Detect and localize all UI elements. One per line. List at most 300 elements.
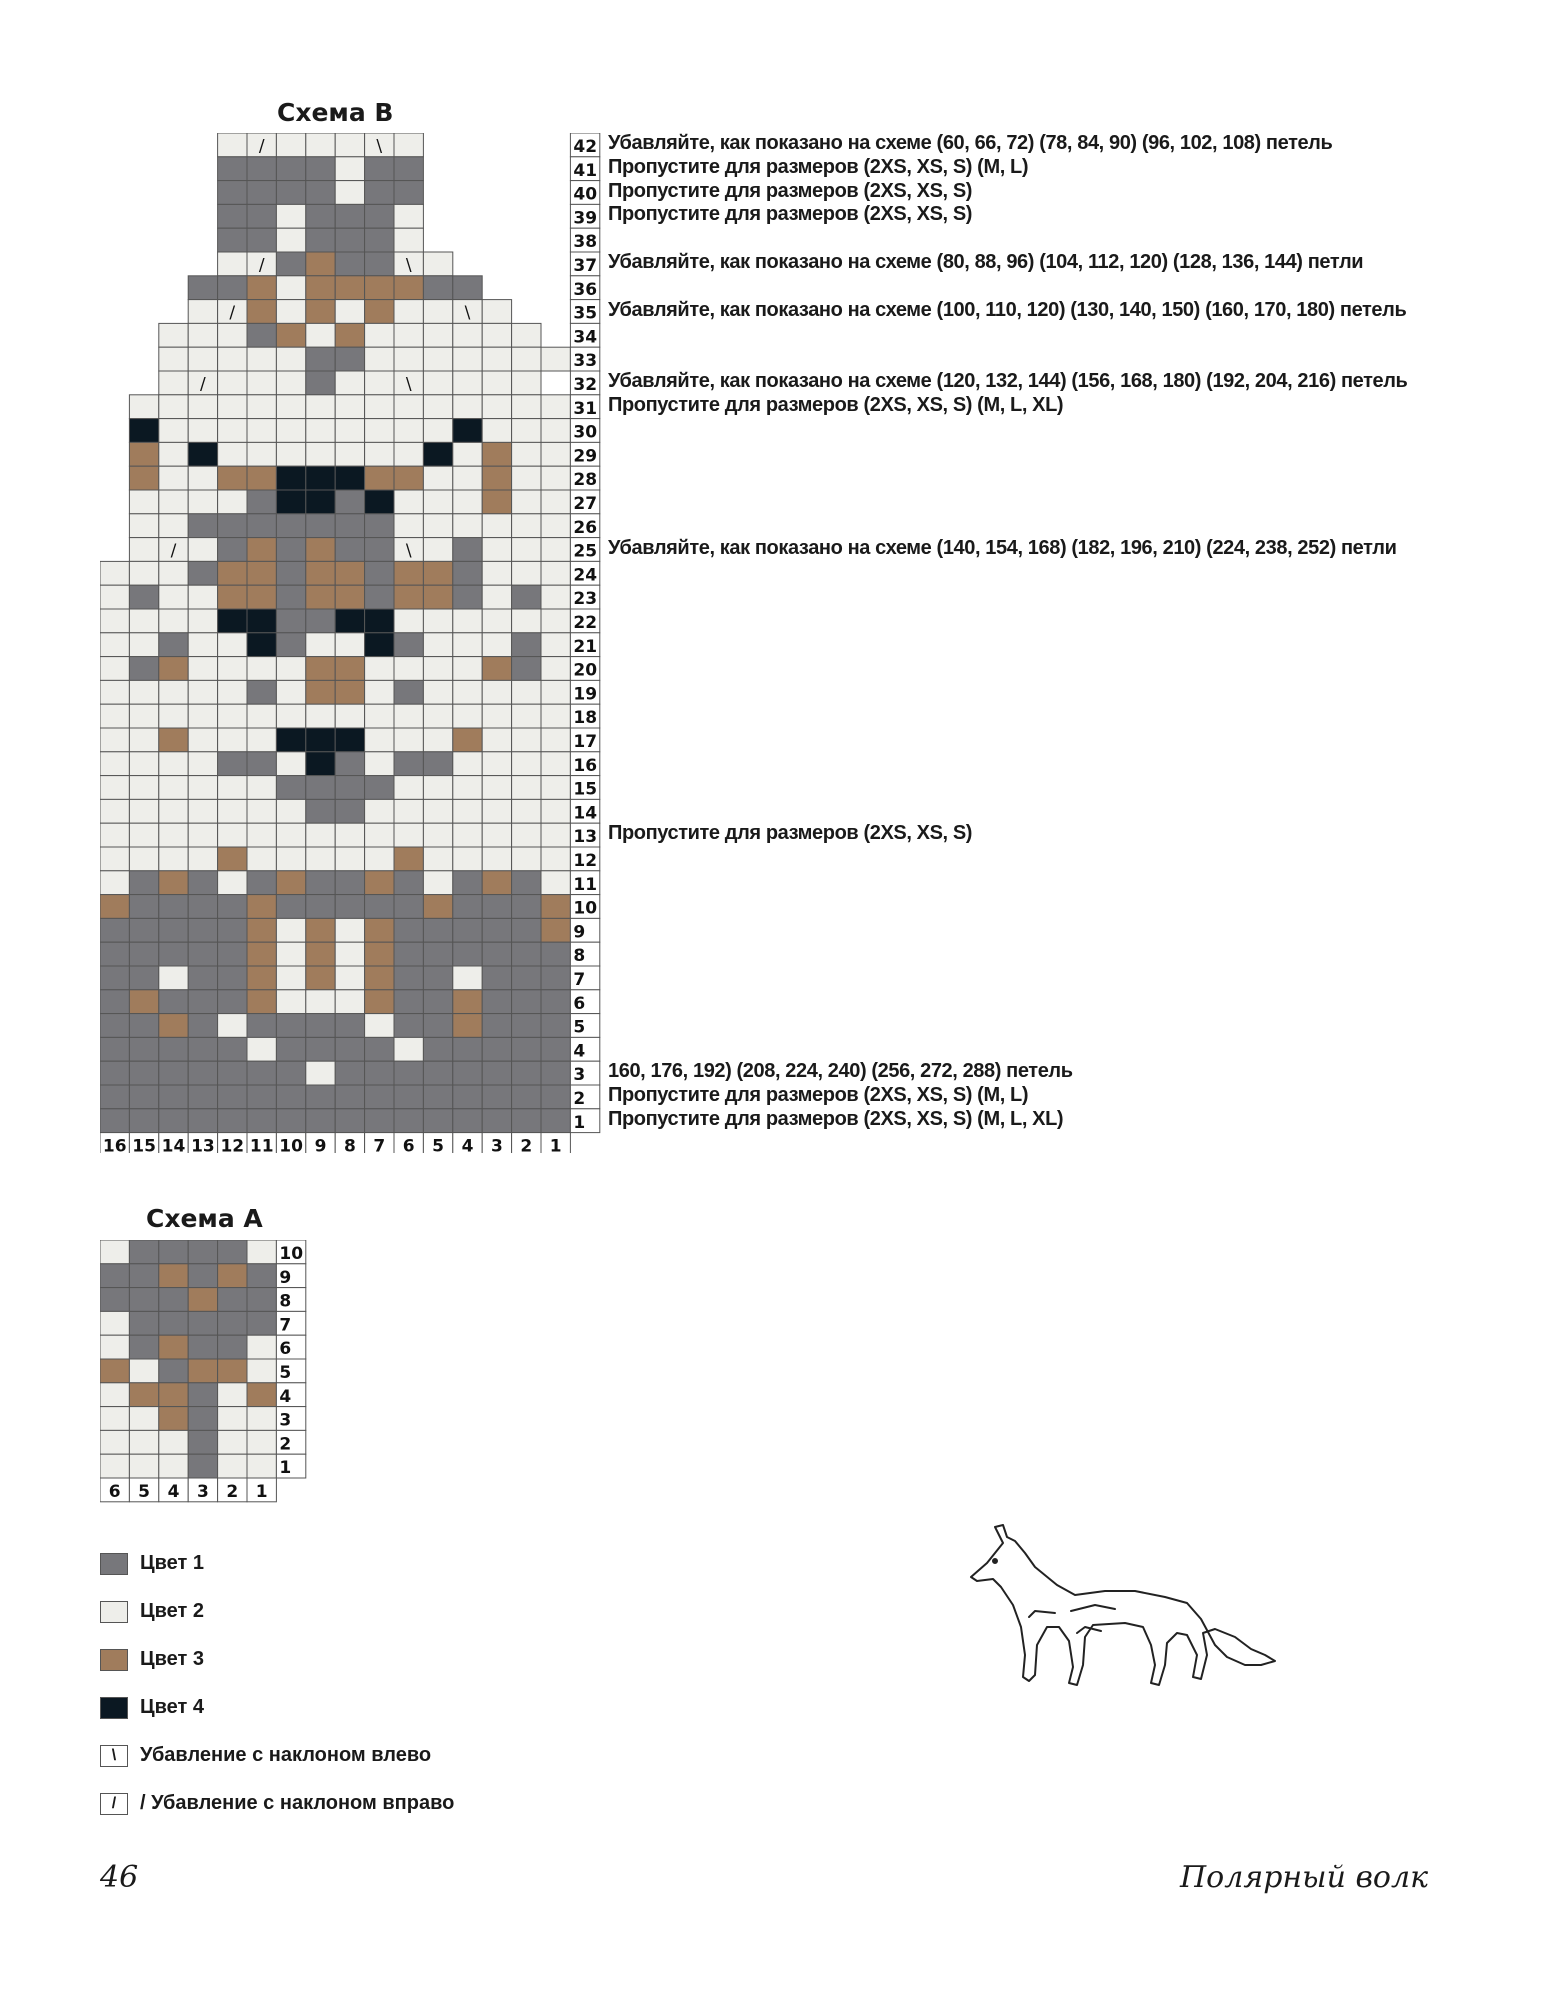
chart-a-cell: [129, 1430, 158, 1454]
chart-b-cell: [423, 1061, 452, 1085]
chart-b-cell: [247, 1061, 276, 1085]
chart-b-cell: [129, 752, 158, 776]
chart-b-cell: [335, 1085, 364, 1109]
chart-b-cell: [159, 514, 188, 538]
chart-b-cell: [482, 680, 511, 704]
chart-b-cell: [306, 680, 335, 704]
chart-b-cell: [129, 538, 158, 562]
legend-label: Цвет 1: [140, 1552, 204, 1574]
chart-b-cell: [512, 799, 541, 823]
chart-b-cell: [306, 181, 335, 205]
chart-b-cell: [306, 585, 335, 609]
chart-b-cell: [453, 752, 482, 776]
chart-b-cell: [188, 419, 217, 443]
chart-b-cell: [453, 633, 482, 657]
decrease-right-symbol: /: [258, 255, 265, 276]
chart-b-cell: [335, 823, 364, 847]
decrease-left-symbol: \: [376, 136, 383, 157]
chart-b-cell: [335, 561, 364, 585]
chart-b-cell: [247, 561, 276, 585]
chart-b-cell: [218, 918, 247, 942]
chart-b-cell: [247, 966, 276, 990]
chart-b-cell: [512, 633, 541, 657]
chart-b-cell: [276, 704, 305, 728]
chart-b-cell: [188, 300, 217, 324]
chart-b-cell: [247, 323, 276, 347]
chart-a-cell: [247, 1359, 276, 1383]
chart-b-cell: [188, 942, 217, 966]
chart-b-cell: [188, 847, 217, 871]
chart-b-cell: [188, 752, 217, 776]
chart-b-cell: [394, 181, 423, 205]
chart-b-cell: [306, 538, 335, 562]
chart-b-cell: [512, 1014, 541, 1038]
chart-b-cell: [159, 633, 188, 657]
decrease-right-symbol: /: [200, 374, 206, 395]
chart-b-cell: [482, 490, 511, 514]
chart-b-cell: [482, 918, 511, 942]
chart-b-cell: [512, 323, 541, 347]
chart-b-cell: [129, 609, 158, 633]
chart-b-cell: [423, 347, 452, 371]
chart-b-cell: [453, 966, 482, 990]
chart-b-cell: [394, 966, 423, 990]
chart-b-cell: [159, 490, 188, 514]
chart-b-cell: [482, 871, 511, 895]
chart-b-cell: [512, 895, 541, 919]
chart-b-cell: [423, 966, 452, 990]
chart-b-cell: [159, 347, 188, 371]
chart-b-row-note: Пропустите для размеров (2XS, XS, S): [608, 179, 973, 202]
chart-b-cell: [247, 1085, 276, 1109]
chart-b-cell: [218, 561, 247, 585]
chart-b-cell: [482, 1061, 511, 1085]
legend-label: Убавление с наклоном влево: [140, 1744, 432, 1766]
chart-b-cell: [247, 823, 276, 847]
chart-b-cell: [335, 538, 364, 562]
chart-b-cell: [276, 181, 305, 205]
chart-b-cell: [306, 728, 335, 752]
chart-b-column-number: 1: [549, 1136, 562, 1153]
chart-b-cell: [306, 561, 335, 585]
chart-b-cell: [335, 680, 364, 704]
chart-b-cell: [306, 847, 335, 871]
chart-b-cell: [306, 395, 335, 419]
chart-b-cell: [159, 799, 188, 823]
chart-a-column-number: 6: [108, 1482, 121, 1503]
chart-b-cell: [218, 657, 247, 681]
chart-b-cell: [541, 799, 570, 823]
chart-b-cell: [276, 371, 305, 395]
legend-item: [100, 1648, 454, 1671]
chart-b-cell: [188, 728, 217, 752]
chart-b-row-number: 40: [573, 184, 598, 205]
chart-b-cell: [306, 657, 335, 681]
chart-b-cell: [218, 1037, 247, 1061]
chart-b-cell: [482, 1109, 511, 1133]
chart-b-cell: [276, 680, 305, 704]
chart-b-cell: [159, 966, 188, 990]
chart-b-cell: [188, 918, 217, 942]
chart-b-cell: [365, 323, 394, 347]
chart-a-cell: [247, 1454, 276, 1478]
chart-b-cell: [100, 633, 129, 657]
chart-b-cell: [129, 585, 158, 609]
chart-b-cell: [247, 871, 276, 895]
chart-b-cell: [394, 442, 423, 466]
chart-b-cell: [423, 466, 452, 490]
chart-b-cell: [512, 1085, 541, 1109]
chart-b-cell: [423, 585, 452, 609]
chart-b-cell: [306, 1061, 335, 1085]
legend-swatch: [100, 1649, 128, 1671]
chart-b-cell: [306, 490, 335, 514]
chart-b-cell: [365, 228, 394, 252]
chart-b-cell: [423, 680, 452, 704]
chart-b-cell: [365, 514, 394, 538]
chart-b-cell: [306, 252, 335, 276]
chart-b-cell: [365, 561, 394, 585]
chart-b-cell: [394, 871, 423, 895]
chart-b-cell: [247, 728, 276, 752]
chart-b-cell: [541, 823, 570, 847]
chart-b-cell: [365, 466, 394, 490]
chart-b-cell: [159, 918, 188, 942]
chart-b-cell: [423, 371, 452, 395]
chart-b-column-number: 4: [461, 1136, 474, 1153]
chart-b-cell: [188, 799, 217, 823]
chart-b-cell: [276, 300, 305, 324]
chart-b-row-number: 11: [573, 874, 598, 895]
chart-b-cell: [159, 823, 188, 847]
chart-b-cell: [218, 704, 247, 728]
chart-b-cell: [188, 585, 217, 609]
chart-b-cell: [218, 276, 247, 300]
chart-b-cell: [453, 942, 482, 966]
chart-b-cell: [335, 895, 364, 919]
chart-b-cell: [276, 252, 305, 276]
decrease-left-symbol: \: [405, 541, 412, 562]
chart-b-cell: [335, 1061, 364, 1085]
chart-b-cell: [365, 490, 394, 514]
legend-item: [100, 1744, 454, 1767]
chart-a-column-number: 4: [167, 1482, 180, 1503]
chart-b-cell: [276, 1109, 305, 1133]
chart-b-cell: [276, 1037, 305, 1061]
chart-b-cell: [423, 1085, 452, 1109]
chart-b-cell: [100, 1014, 129, 1038]
chart-b-cell: [306, 752, 335, 776]
chart-a-title: Схема A: [146, 1204, 263, 1233]
chart-b-cell: [541, 847, 570, 871]
chart-b-cell: [453, 466, 482, 490]
chart-a-column-number: 3: [196, 1482, 209, 1503]
chart-b-cell: [218, 442, 247, 466]
chart-b-cell: [306, 704, 335, 728]
chart-b-row-number: 13: [573, 827, 598, 848]
chart-b-cell: [188, 347, 217, 371]
chart-b-cell: [335, 918, 364, 942]
chart-b-column-number: 3: [490, 1136, 503, 1153]
chart-b-cell: [512, 871, 541, 895]
chart-b-cell: [188, 466, 217, 490]
chart-b-cell: [482, 895, 511, 919]
chart-b-row-number: 14: [573, 803, 598, 824]
chart-b-cell: [247, 419, 276, 443]
chart-b-cell: [394, 300, 423, 324]
chart-b-cell: [453, 823, 482, 847]
chart-b-cell: [335, 228, 364, 252]
chart-b-cell: [159, 847, 188, 871]
chart-b-cell: [453, 585, 482, 609]
chart-b-cell: [541, 1014, 570, 1038]
chart-b-cell: [541, 871, 570, 895]
chart-b-cell: [423, 799, 452, 823]
chart-b-cell: [218, 847, 247, 871]
chart-b-cell: [423, 633, 452, 657]
chart-b-cell: [482, 442, 511, 466]
chart-b-cell: [306, 609, 335, 633]
chart-b-cell: [276, 633, 305, 657]
chart-b-cell: [276, 657, 305, 681]
chart-a-column-number: 2: [226, 1482, 239, 1503]
chart-a-row-number: 7: [279, 1315, 292, 1336]
chart-b-cell: [365, 1061, 394, 1085]
legend-label: Цвет 2: [140, 1600, 204, 1622]
chart-b-cell: [423, 704, 452, 728]
decrease-left-symbol: \: [405, 255, 412, 276]
chart-b-cell: [423, 300, 452, 324]
chart-b-cell: [512, 728, 541, 752]
chart-b-cell: [100, 942, 129, 966]
chart-b-cell: [423, 490, 452, 514]
chart-b-cell: [100, 1085, 129, 1109]
chart-b-cell: [394, 799, 423, 823]
chart-b-cell: [100, 561, 129, 585]
chart-a-row-number: 6: [279, 1339, 292, 1360]
chart-b-cell: [129, 395, 158, 419]
chart-b-cell: [365, 918, 394, 942]
chart-b-cell: [482, 514, 511, 538]
chart-b-cell: [482, 466, 511, 490]
chart-b-cell: [100, 918, 129, 942]
chart-b-cell: [129, 1061, 158, 1085]
chart-b-cell: [188, 514, 217, 538]
chart-b-cell: [247, 204, 276, 228]
chart-b-cell: [541, 657, 570, 681]
chart-b-cell: [453, 1037, 482, 1061]
chart-a-cell: [218, 1311, 247, 1335]
chart-b-cell: [218, 823, 247, 847]
chart-a-cell: [100, 1240, 129, 1264]
decrease-left-symbol: \: [405, 374, 412, 395]
chart-b-column-number: 16: [102, 1136, 127, 1153]
chart-b-cell: [482, 990, 511, 1014]
chart-b-cell: [188, 442, 217, 466]
chart-b-row-number: 28: [573, 470, 598, 491]
chart-b-cell: [129, 704, 158, 728]
chart-b-cell: [188, 1085, 217, 1109]
chart-b-cell: [423, 990, 452, 1014]
chart-b-cell: [218, 157, 247, 181]
chart-b-row-note: Пропустите для размеров (2XS, XS, S) (M, L): [608, 1084, 1029, 1106]
chart-a-cell: [188, 1288, 217, 1312]
chart-b-cell: [276, 347, 305, 371]
chart-b-cell: [218, 799, 247, 823]
chart-b-cell: [394, 1014, 423, 1038]
chart-b-cell: [365, 942, 394, 966]
chart-b-cell: [512, 823, 541, 847]
chart-a-cell: [218, 1264, 247, 1288]
chart-b-cell: [512, 1109, 541, 1133]
chart-b-cell: [335, 157, 364, 181]
chart-b-row-note: Пропустите для размеров (2XS, XS, S): [608, 203, 973, 226]
chart-b-cell: [394, 752, 423, 776]
chart-b-cell: [365, 799, 394, 823]
chart-a-grid: [100, 1240, 320, 1510]
chart-b-cell: [100, 871, 129, 895]
chart-b-cell: [335, 752, 364, 776]
chart-b-cell: [129, 514, 158, 538]
chart-b-cell: [423, 1037, 452, 1061]
chart-b-cell: [129, 871, 158, 895]
chart-b-cell: [365, 847, 394, 871]
chart-a-cell: [159, 1311, 188, 1335]
chart-b-cell: [276, 1085, 305, 1109]
chart-b-cell: [335, 776, 364, 800]
legend-item: [100, 1792, 454, 1815]
chart-b-cell: [188, 1014, 217, 1038]
chart-b-cell: [541, 918, 570, 942]
chart-b-cell: [247, 776, 276, 800]
chart-b-cell: [306, 1085, 335, 1109]
legend-label: / Убавление с наклоном вправо: [140, 1792, 455, 1814]
chart-b-cell: [541, 585, 570, 609]
chart-b-cell: [129, 728, 158, 752]
chart-b-cell: [306, 1014, 335, 1038]
chart-b-cell: [512, 419, 541, 443]
chart-b-row-number: 21: [573, 636, 598, 657]
chart-b-row-number: 31: [573, 398, 598, 419]
chart-b-column-number: 13: [191, 1136, 215, 1153]
chart-b-cell: [159, 1014, 188, 1038]
chart-b-cell: [541, 1037, 570, 1061]
chart-b-cell: [482, 776, 511, 800]
chart-b-cell: [453, 371, 482, 395]
chart-b-cell: [247, 704, 276, 728]
chart-b-cell: [512, 609, 541, 633]
chart-b-cell: [365, 585, 394, 609]
chart-b-cell: [188, 776, 217, 800]
chart-b-cell: [365, 347, 394, 371]
chart-b-cell: [453, 728, 482, 752]
chart-b-cell: [365, 704, 394, 728]
chart-b-row-note: 160, 176, 192) (208, 224, 240) (256, 272, 288) петель: [608, 1060, 1073, 1083]
chart-b-cell: [218, 347, 247, 371]
chart-b-cell: [306, 1109, 335, 1133]
chart-b-cell: [394, 419, 423, 443]
chart-b-row-note: Пропустите для размеров (2XS, XS, S) (M, L, XL): [608, 393, 1064, 416]
chart-b-cell: [276, 871, 305, 895]
chart-a-row-number: 8: [279, 1291, 292, 1312]
chart-b-cell: [218, 633, 247, 657]
chart-b-cell: [276, 323, 305, 347]
legend-item: [100, 1552, 454, 1575]
chart-b-cell: [218, 895, 247, 919]
chart-a-cell: [218, 1288, 247, 1312]
chart-b-cell: [218, 871, 247, 895]
chart-b-row-number: 19: [573, 684, 598, 705]
chart-b-row-number: 4: [573, 1041, 586, 1062]
chart-a-row-number: 9: [279, 1267, 292, 1288]
chart-b-cell: [453, 323, 482, 347]
chart-b-cell: [247, 157, 276, 181]
chart-b-cell: [100, 990, 129, 1014]
chart-b-cell: [129, 561, 158, 585]
chart-b-cell: [335, 347, 364, 371]
chart-b-cell: [453, 276, 482, 300]
chart-b-column-number: 6: [402, 1136, 415, 1153]
chart-b-cell: [129, 895, 158, 919]
chart-b-cell: [482, 657, 511, 681]
chart-b-row-number: 8: [573, 946, 586, 967]
chart-a-cell: [159, 1430, 188, 1454]
chart-b-cell: [541, 704, 570, 728]
chart-b-cell: [247, 300, 276, 324]
chart-b-cell: [335, 133, 364, 157]
chart-b-row-number: 15: [573, 779, 598, 800]
chart-b-cell: [247, 680, 276, 704]
chart-a-row-number: 10: [279, 1244, 304, 1265]
chart-b-row-number: 30: [573, 422, 598, 443]
chart-b-row-number: 33: [573, 351, 598, 372]
chart-b-row-number: 37: [573, 256, 598, 277]
chart-b-cell: [423, 942, 452, 966]
chart-b-cell: [453, 776, 482, 800]
chart-b-cell: [100, 704, 129, 728]
chart-b-cell: [541, 466, 570, 490]
chart-b-cell: [188, 704, 217, 728]
chart-b-cell: [276, 585, 305, 609]
chart-b-cell: [188, 657, 217, 681]
chart-b-cell: [365, 442, 394, 466]
chart-a-cell: [159, 1359, 188, 1383]
chart-b-cell: [276, 228, 305, 252]
chart-b-cell: [306, 466, 335, 490]
chart-a-cell: [159, 1240, 188, 1264]
chart-a-cell: [218, 1240, 247, 1264]
chart-b-cell: [276, 728, 305, 752]
chart-b-cell: [512, 776, 541, 800]
chart-b-cell: [159, 680, 188, 704]
chart-b-cell: [423, 252, 452, 276]
chart-b-cell: [482, 538, 511, 562]
chart-b-row-number: 20: [573, 660, 598, 681]
chart-a-row-number: 5: [279, 1363, 292, 1384]
chart-b-row-number: 9: [573, 922, 586, 943]
chart-b-cell: [188, 490, 217, 514]
chart-b-cell: [453, 395, 482, 419]
chart-b-cell: [159, 990, 188, 1014]
chart-b-cell: [218, 323, 247, 347]
chart-b-cell: [453, 895, 482, 919]
chart-b-cell: [247, 228, 276, 252]
chart-b-cell: [394, 514, 423, 538]
chart-b-cell: [453, 871, 482, 895]
chart-b-cell: [276, 442, 305, 466]
decrease-left-symbol: \: [464, 303, 471, 324]
chart-b-cell: [247, 609, 276, 633]
